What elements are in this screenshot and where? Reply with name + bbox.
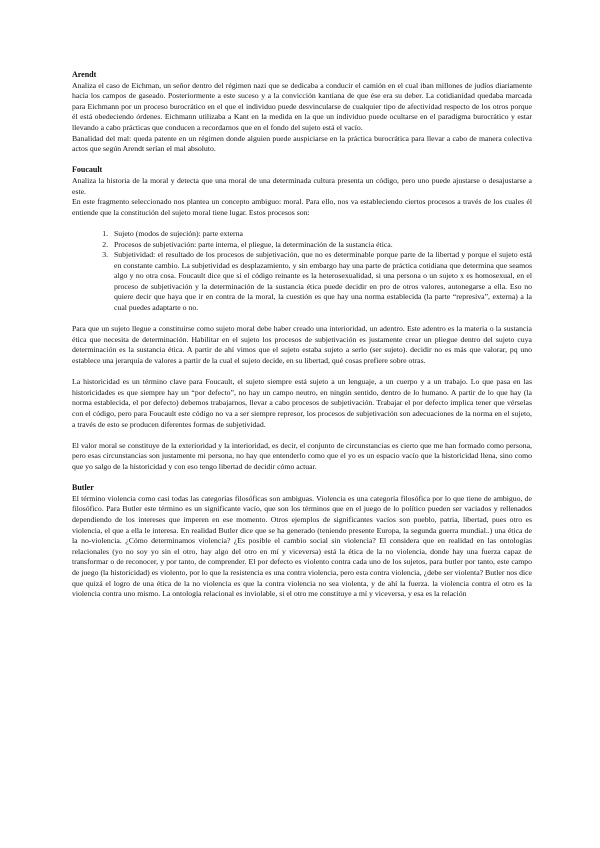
paragraph: Analiza la historia de la moral y detecta que una moral de una determinada cultura presenta un código, pero uno puede ajustarse o desajustarse a este. bbox=[72, 175, 532, 196]
heading-butler: Butler bbox=[72, 483, 94, 493]
list-item: 2. Procesos de subjetivación: parte interna, el pliegue, la determinación de la sustancia ética. bbox=[110, 240, 532, 251]
section-foucault bbox=[72, 165, 532, 472]
process-list bbox=[72, 229, 532, 314]
section-arendt bbox=[72, 70, 532, 155]
paragraph: Para que un sujeto llegue a constituirse como sujeto moral debe haber creado una interioridad, un adentro. Este adentro es la materia o la sustancia ética que necesita de determinación. Habilitar en el sujeto los procesos de subjetivación es justamente crear un pliegue dentro del sujeto cuya determinación es la sustancia ética. A partir de ahí vimos que el sujeto estaba sujeto a serlo (ser sujeto). decidir no es más que valorar, pq uno establece una jerarquía de valores a partir de la cual el sujeto decide, en su libertad, qué cosas prefiere sobre otras. bbox=[72, 324, 532, 366]
document-page bbox=[72, 70, 532, 600]
paragraph: En este fragmento seleccionado nos plantea un concepto ambiguo: moral. Para ello, nos va estableciendo ciertos procesos a través de los cuales él entiende que la constitución del sujeto moral tiene lugar. Estos procesos son: bbox=[72, 197, 532, 217]
paragraph: La historicidad es un término clave para Foucault, el sujeto siempre está sujeto a un lenguaje, a un cuerpo y a un trabajo. Lo que pasa en las historicidades es que siempre hay un “por defecto”, no hay un campo neutro, en ningún sentido, dentro de lo humano. A partir de lo que hay (la norma establecida, el por defecto) debemos trabajarnos, llevar a cabo procesos de subjetivación. Trabajar el por defecto implica tener que vérselas con el código, pero para Foucault este código no va a ser siempre represor, los procesos de subjetivación son adecuaciones de la norma en el sujeto, a través de esto se producen diferentes formas de subjetividad. bbox=[72, 377, 532, 429]
list-item: 3. Subjetividad: el resultado de los procesos de subjetivación, que no es determinable porque parte de la libertad y porque el sujeto está en constante cambio. La subjetividad es desplazamiento, y sin embargo hay una parte de práctica cotidiana que determina que seamos algo y no otra cosa. Foucault dice que si el código reinante es la heterosexualidad, si una persona o un sujeto x es homosexual, en el proceso de subjetivación y la determinación de la sustancia ética puede decidir en pro de otros valores, autonegarse a ella. Eso no quiere decir que haya que ir en contra de la moral, la cuestión es que hay una norma establecida (la parte “represiva”, externa) a la cual puedes adaptarte o no. bbox=[110, 250, 532, 314]
paragraph: Banalidad del mal: queda patente en un régimen donde alguien puede auspiciarse en la práctica burocrática para llevar a cabo de manera colectiva actos que según Arendt serían el mal absoluto. bbox=[72, 133, 532, 154]
paragraph: El valor moral se constituye de la exterioridad y la interioridad, es decir, el conjunto de circunstancias es cierto que me han formado como persona, pero esas circunstancias son justamente mi persona, no hay que entenderlo como que el yo es un espacio vacío que la historicidad llena, sino como que yo salgo de la historicidad y con eso tengo libertad de decidir cómo actuar. bbox=[72, 440, 532, 471]
list-item: 1. Sujeto (modos de sujeción): parte externa bbox=[110, 229, 532, 240]
heading-foucault: Foucault bbox=[72, 165, 103, 175]
paragraph: Analiza el caso de Eichman, un señor dentro del régimen nazi que se dedicaba a conducir el camión en el cual iban millones de judíos diariamente hacia los campos de gaseado. Posteriormente a este suceso y a la convicción kantiana de que ése era su deber. La cotidianidad quedaba marcada para Eichmann por un proceso burocrático en el que el individuo puede desvincularse de cualquier tipo de afectividad respecto de los otros porque él está obedeciendo órdenes. Eichmann utilizaba a Kant en la medida en la que un individuo puede ocultarse en el paradigma burocrático y estar llevando a cabo prácticas que conducen a recordarnos que en el fondo del sujeto está el vacío. bbox=[72, 80, 532, 132]
section-butler bbox=[72, 483, 532, 600]
paragraph: El término violencia como casi todas las categorías filosóficas son ambiguas. Violencia es una categoría filosófica por lo que tiene de ambiguo, de filosófico. Para Butler este término es un significante vacío, que son los términos que en el juego de lo político pueden ser vaciados y rellenados dependiendo de los intereses que imperen en ese momento. Otros ejemplos de significantes vacíos son pueblo, patria, libertad, pues otro es violencia, el que a ella le interesa. En realidad Butler dice que se ha generado (teniendo presente Europa, la segunda guerra mundial..) una ética de la no-violencia. ¿Cómo determinamos violencia? ¿Es posible el cambio social sin violencia? El considera que en realidad en las ontologías relacionales (yo no soy yo sin el otro, hay algo del otro en mí y viceversa) está la ética de la no violencia, donde hay una fuerza capaz de transformar o de reconocer, y por tanto, de comprender. El por defecto es violento contra cada uno de los sujetos, para butler por tanto, este campo de juego (la historicidad) es violento, por lo que la resistencia es una contra violencia, pero esta contra violencia, ¿debe ser violenta? Butler nos dice que quizá el logro de una ética de la no violencia es que la contra violencia no sea violenta, y de ahí la fuerza. la violencia contra el otro es la violencia contra uno mismo. La ontología relacional es inviolable, si el otro me constituye a mí y viceversa, y esa es la relación bbox=[72, 493, 532, 599]
heading-arendt: Arendt bbox=[72, 70, 97, 79]
